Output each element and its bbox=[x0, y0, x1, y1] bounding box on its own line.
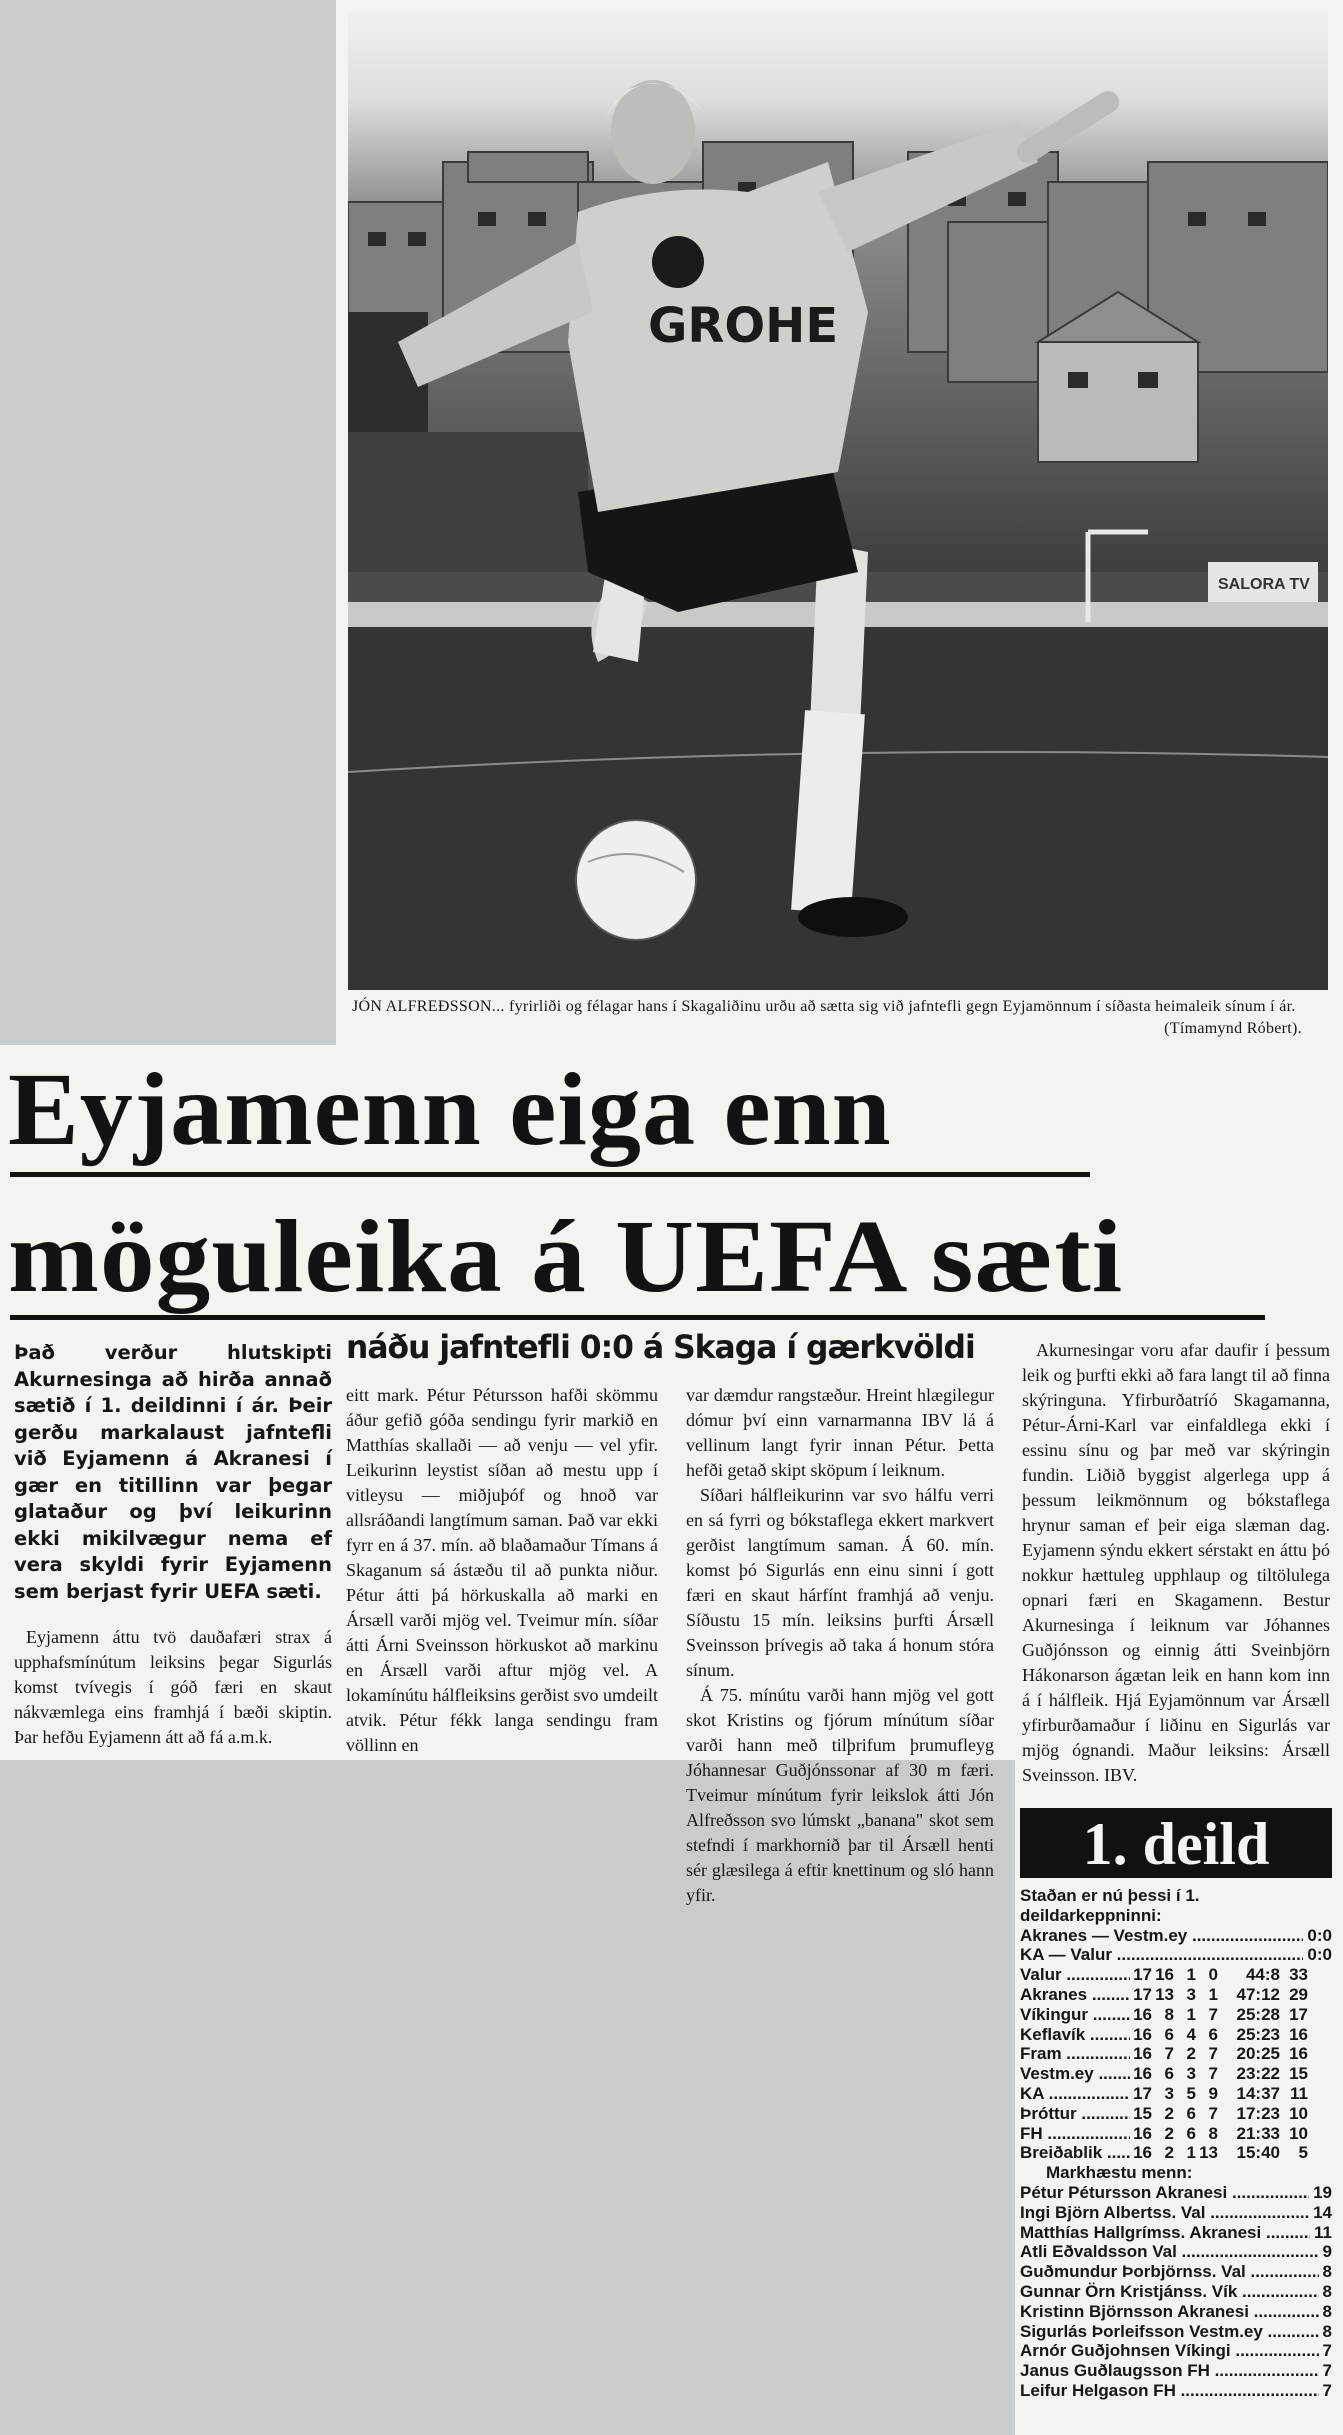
caption-text: JÓN ALFREÐSSON... fyrirliði og félagar hans í Skagaliðinu urðu að sætta sig við jafntefli gegn Eyjamönnum í síðasta heimaleik sínum í ár. bbox=[352, 998, 1296, 1015]
scorer-row: Ingi Björn Albertss. Val ..... 14 bbox=[1020, 2203, 1332, 2223]
scorer-row: Matthías Hallgrímss. Akranesi ..... 11 bbox=[1020, 2223, 1332, 2243]
article-column-3 bbox=[686, 1383, 994, 1908]
standings-row: Þróttur ..... 15 2 6 7 17:23 10 bbox=[1020, 2104, 1332, 2124]
standings-row: Valur ..... 17 16 1 0 44:8 33 bbox=[1020, 1965, 1332, 1985]
subheadline: náðu jafntefli 0:0 á Skaga í gærkvöldi bbox=[346, 1328, 975, 1366]
headline-line-2: möguleika á UEFA sæti bbox=[8, 1199, 1124, 1314]
standings-row: Breiðablik ..... 16 2 1 13 15:40 5 bbox=[1020, 2143, 1332, 2163]
article-paragraph: var dæmdur rangstæður. Hreint hlægilegur dómur því einn varnarmanna IBV lá á vellinum langt fyrir innan Pétur. Þetta hefði getað skipt sköpum í leiknum. bbox=[686, 1385, 994, 1480]
article-column-2: eitt mark. Pétur Pétursson hafði skömmu áður gefið góða sendingu fyrir markið en Matthías skallaði — að venju — vel yfir. Leikurinn leystist síðan að mestu upp í vitleysu — miðjuþóf og hnoð var allsráðandi langtímum saman. Það var ekki fyrr en á 37. mín. að blaðamaður Tímans á Skaganum sá ástæðu til að punkta niður. Pétur átti þá hörkuskalla að marki en Ársæll varði mjög vel. Tveimur mín. síðar átti Árni Sveinsson hörkuskot að markinu en Ársæll varði aftur mjög vel. A lokamínútu hálfleiksins gerðist svo umdeilt atvik. Pétur fékk langa sendingu fram völlinn en bbox=[346, 1385, 658, 1755]
scorers-title: Markhæstu menn: bbox=[1046, 2163, 1193, 2183]
photo-caption bbox=[352, 996, 1302, 1040]
match-photo bbox=[348, 12, 1328, 990]
scorer-row: Sigurlás Þorleifsson Vestm.ey ..... 8 bbox=[1020, 2322, 1332, 2342]
standings-intro: Staðan er nú þessi í 1. deildarkeppninni: bbox=[1020, 1886, 1200, 1925]
headline-underline bbox=[10, 1172, 1090, 1177]
standings-table bbox=[1020, 1965, 1332, 2163]
background-margin bbox=[0, 0, 336, 1045]
standings-row: Vestm.ey ..... 16 6 3 7 23:22 15 bbox=[1020, 2064, 1332, 2084]
banner-text: SALORA TV bbox=[1218, 576, 1310, 593]
shirt-sponsor-text: GROHE bbox=[648, 298, 839, 354]
photo-credit: (Tímamynd Róbert). bbox=[1164, 1020, 1302, 1037]
standings-row: KA ..... 17 3 5 9 14:37 11 bbox=[1020, 2084, 1332, 2104]
scorer-row: Janus Guðlaugsson FH ..... 7 bbox=[1020, 2361, 1332, 2381]
result-row: Akranes — Vestm.ey ..... 0:0 bbox=[1020, 1926, 1332, 1946]
standings-row: Fram ..... 16 7 2 7 20:25 16 bbox=[1020, 2044, 1332, 2064]
article-paragraph: Síðari hálfleikurinn var svo hálfu verri en sá fyrri og bókstaflega ekkert markvert gerðist langtímum saman. Á 60. mín. komst þó Sigurlás enn einu sinni í gott færi en skaut hárfínt framhjá að venju. Síðustu 15 mín. leiksins þurfti Ársæll Sveinsson þrívegis að taka á honum stóra sínum. bbox=[686, 1485, 994, 1680]
result-row: KA — Valur ..... 0:0 bbox=[1020, 1945, 1332, 1965]
scorer-row: Arnór Guðjohnsen Víkingi ..... 7 bbox=[1020, 2341, 1332, 2361]
standings-row: Víkingur ..... 16 8 1 7 25:28 17 bbox=[1020, 2005, 1332, 2025]
headline-underline bbox=[10, 1315, 1265, 1320]
scorer-row: Guðmundur Þorbjörnss. Val ..... 8 bbox=[1020, 2262, 1332, 2282]
article-column-1: Eyjamenn áttu tvö dauðafæri strax á upphafsmínútum leiksins þegar Sigurlás komst tvívegis í góð færi en skaut nákvæmlega eins framhjá í bæði skiptin. Þar hefðu Eyjamenn átt að fá a.m.k. bbox=[14, 1627, 332, 1747]
standings-row: FH ..... 16 2 6 8 21:33 10 bbox=[1020, 2124, 1332, 2144]
lead-paragraph: Það verður hlutskipti Akurnesinga að hirða annað sætið í 1. deildinni í ár. Þeir gerðu markalaust jafntefli við Eyjamenn á Akranesi í gær en titillinn var þegar glataður og því leikurinn ekki mikilvægur nema ef vera skyldi fyrir Eyjamenn sem berjast fyrir UEFA sæti. bbox=[14, 1341, 332, 1603]
scorer-row: Leifur Helgason FH ..... 7 bbox=[1020, 2381, 1332, 2401]
scorer-row: Gunnar Örn Kristjánss. Vík ..... 8 bbox=[1020, 2282, 1332, 2302]
scorers-list bbox=[1020, 2183, 1332, 2401]
photo-illustration bbox=[348, 12, 1328, 990]
headline-line-1: Eyjamenn eiga enn bbox=[8, 1052, 892, 1167]
scorer-row: Atli Eðvaldsson Val ..... 9 bbox=[1020, 2242, 1332, 2262]
standings-row: Keflavík ..... 16 6 4 6 25:23 16 bbox=[1020, 2025, 1332, 2045]
league-standings bbox=[1020, 1886, 1332, 2401]
scorer-row: Pétur Pétursson Akranesi ..... 19 bbox=[1020, 2183, 1332, 2203]
article-column-4 bbox=[1022, 1338, 1330, 1788]
article-paragraph: Á 75. mínútu varði hann mjög vel gott skot Kristins og fjórum mínútum síðar varði hann með tilþrifum þrumufleyg Jóhannesar Guðjónssonar af 30 m færi. Tveimur mínútum fyrir leikslok átti Jón Alfreðsson svo lúmskt „banana" skot sem stefndi í markhornið þar til Ársæll henti sér glæsilega á eftir knettinum og sló hann yfir. bbox=[686, 1685, 994, 1905]
league-box-title: 1. deild bbox=[1020, 1808, 1332, 1878]
scorer-row: Kristinn Björnsson Akranesi ..... 8 bbox=[1020, 2302, 1332, 2322]
standings-row: Akranes ..... 17 13 3 1 47:12 29 bbox=[1020, 1985, 1332, 2005]
article-paragraph: Akurnesingar voru afar daufir í þessum leik og þurfti ekki að fara langt til að finna skýringuna. Yfirburðatríó Skagamanna, Pétur-Árni-Karl var einfaldlega ekki í essinu sínu og þar með var skýringin fundin. Liðið byggist algerlega upp á þessum leikmönnum og bókstaflega hrynur saman ef þeir eiga slæman dag. Eyjamenn sýndu ekkert sérstakt en áttu þó nokkur hættuleg upphlaup og tiltölulega opnari færi en Skagamenn. Bestur Akurnesinga í leiknum var Jóhannes Guðjónsson og einnig átti Sveinbjörn Hákonarson ágætan leik en hann kom inn á í hálfleik. Hjá Eyjamönnum var Ársæll yfirburðamaður í liðinu en Sigurlás var mjög ógnandi. Maður leiksins: Ársæll Sveinsson. IBV. bbox=[1022, 1340, 1330, 1785]
